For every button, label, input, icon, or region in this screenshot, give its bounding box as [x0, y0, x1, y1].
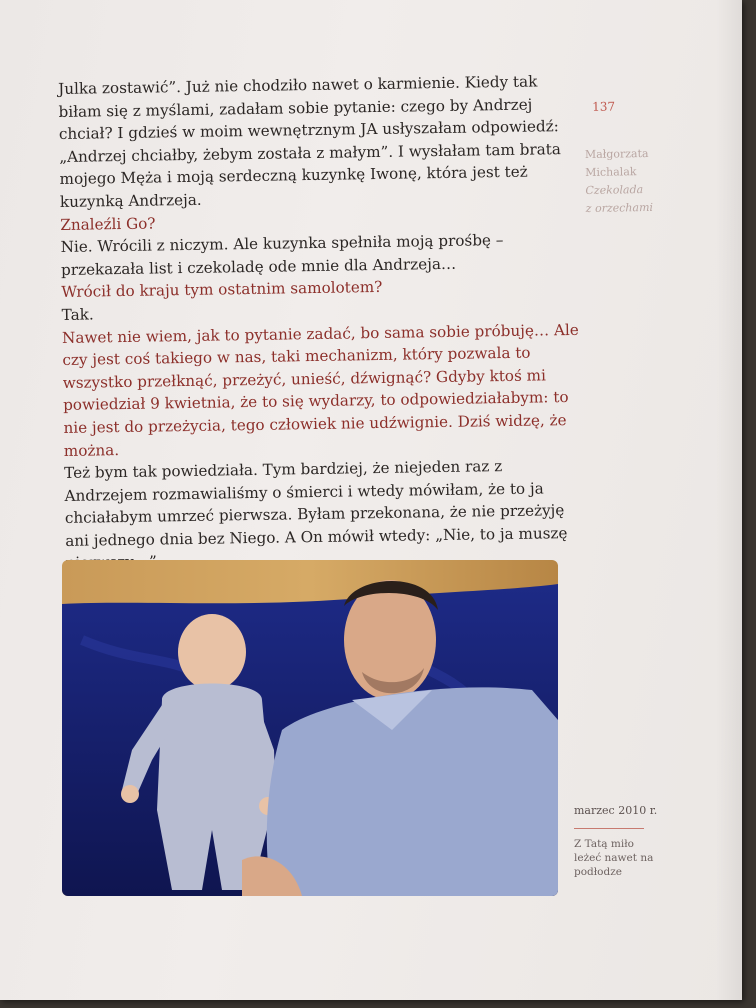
paragraph-2: Nie. Wrócili z niczym. Ale kuzynka spełniła moją prośbę – przekazała list i czekoladę ode mnie dla Andrzeja…	[60, 231, 504, 279]
photo-caption	[574, 804, 664, 879]
question-1: Znaleźli Go?	[60, 214, 156, 234]
interview-text	[58, 70, 586, 575]
paragraph-3: Tak.	[61, 305, 94, 324]
author-first-name: Małgorzata	[584, 146, 649, 161]
sidebar	[584, 97, 666, 218]
question-2: Wrócił do kraju tym ostatnim samolotem?	[61, 278, 383, 302]
caption-text: Z Tatą miło leżeć nawet na podłodze	[574, 838, 654, 878]
chapter-title-line2: z orzechami	[585, 200, 654, 215]
caption-divider	[574, 828, 644, 829]
page-number: 137	[592, 99, 616, 114]
page-edge-shadow	[716, 0, 742, 1000]
paragraph-1: Julka zostawić”. Już nie chodziło nawet o karmienie. Kiedy tak biłam się z myślami, zadałam sobie pytanie: czego by Andrzej chciał? I gdzieś w moim wewnętrznym JA usłyszałam odpowiedź: „Andrzej chciałby, żebym została z małym”. I wysłałam tam brata mojego Męża i moją serdeczną kuzynkę Iwonę, która jest też kuzynką Andrzeja.	[58, 72, 562, 211]
question-3: Nawet nie wiem, jak to pytanie zadać, bo sama sobie próbuję… Ale czy jest coś takiego w nas, taki mechanizm, który pozwala to wszystko przełknąć, przeżyć, unieść, dźwignąć? Gdyby ktoś mi powiedział 9 kwietnia, że to się wydarzy, to odpowiedziałabym: to nie jest do przeżycia, tego człowiek nie udźwignie. Dziś widzę, że można.	[61, 320, 579, 460]
chapter-title-line1: Czekolada	[585, 183, 644, 197]
paragraph-4: Też bym tak powiedziała. Tym bardziej, że niejeden raz z Andrzejem rozmawialiśmy o śmierci i wtedy mówiłam, że to ja chciałabym umrzeć pierwsza. Byłam przekonana, że nie przeżyję ani jednego dnia bez Niego. A On mówił wtedy: „Nie, to ja muszę	[64, 457, 568, 550]
caption-date: marzec 2010 r.	[574, 804, 658, 817]
author-last-name: Michalak	[585, 165, 637, 179]
family-photo	[62, 560, 558, 896]
